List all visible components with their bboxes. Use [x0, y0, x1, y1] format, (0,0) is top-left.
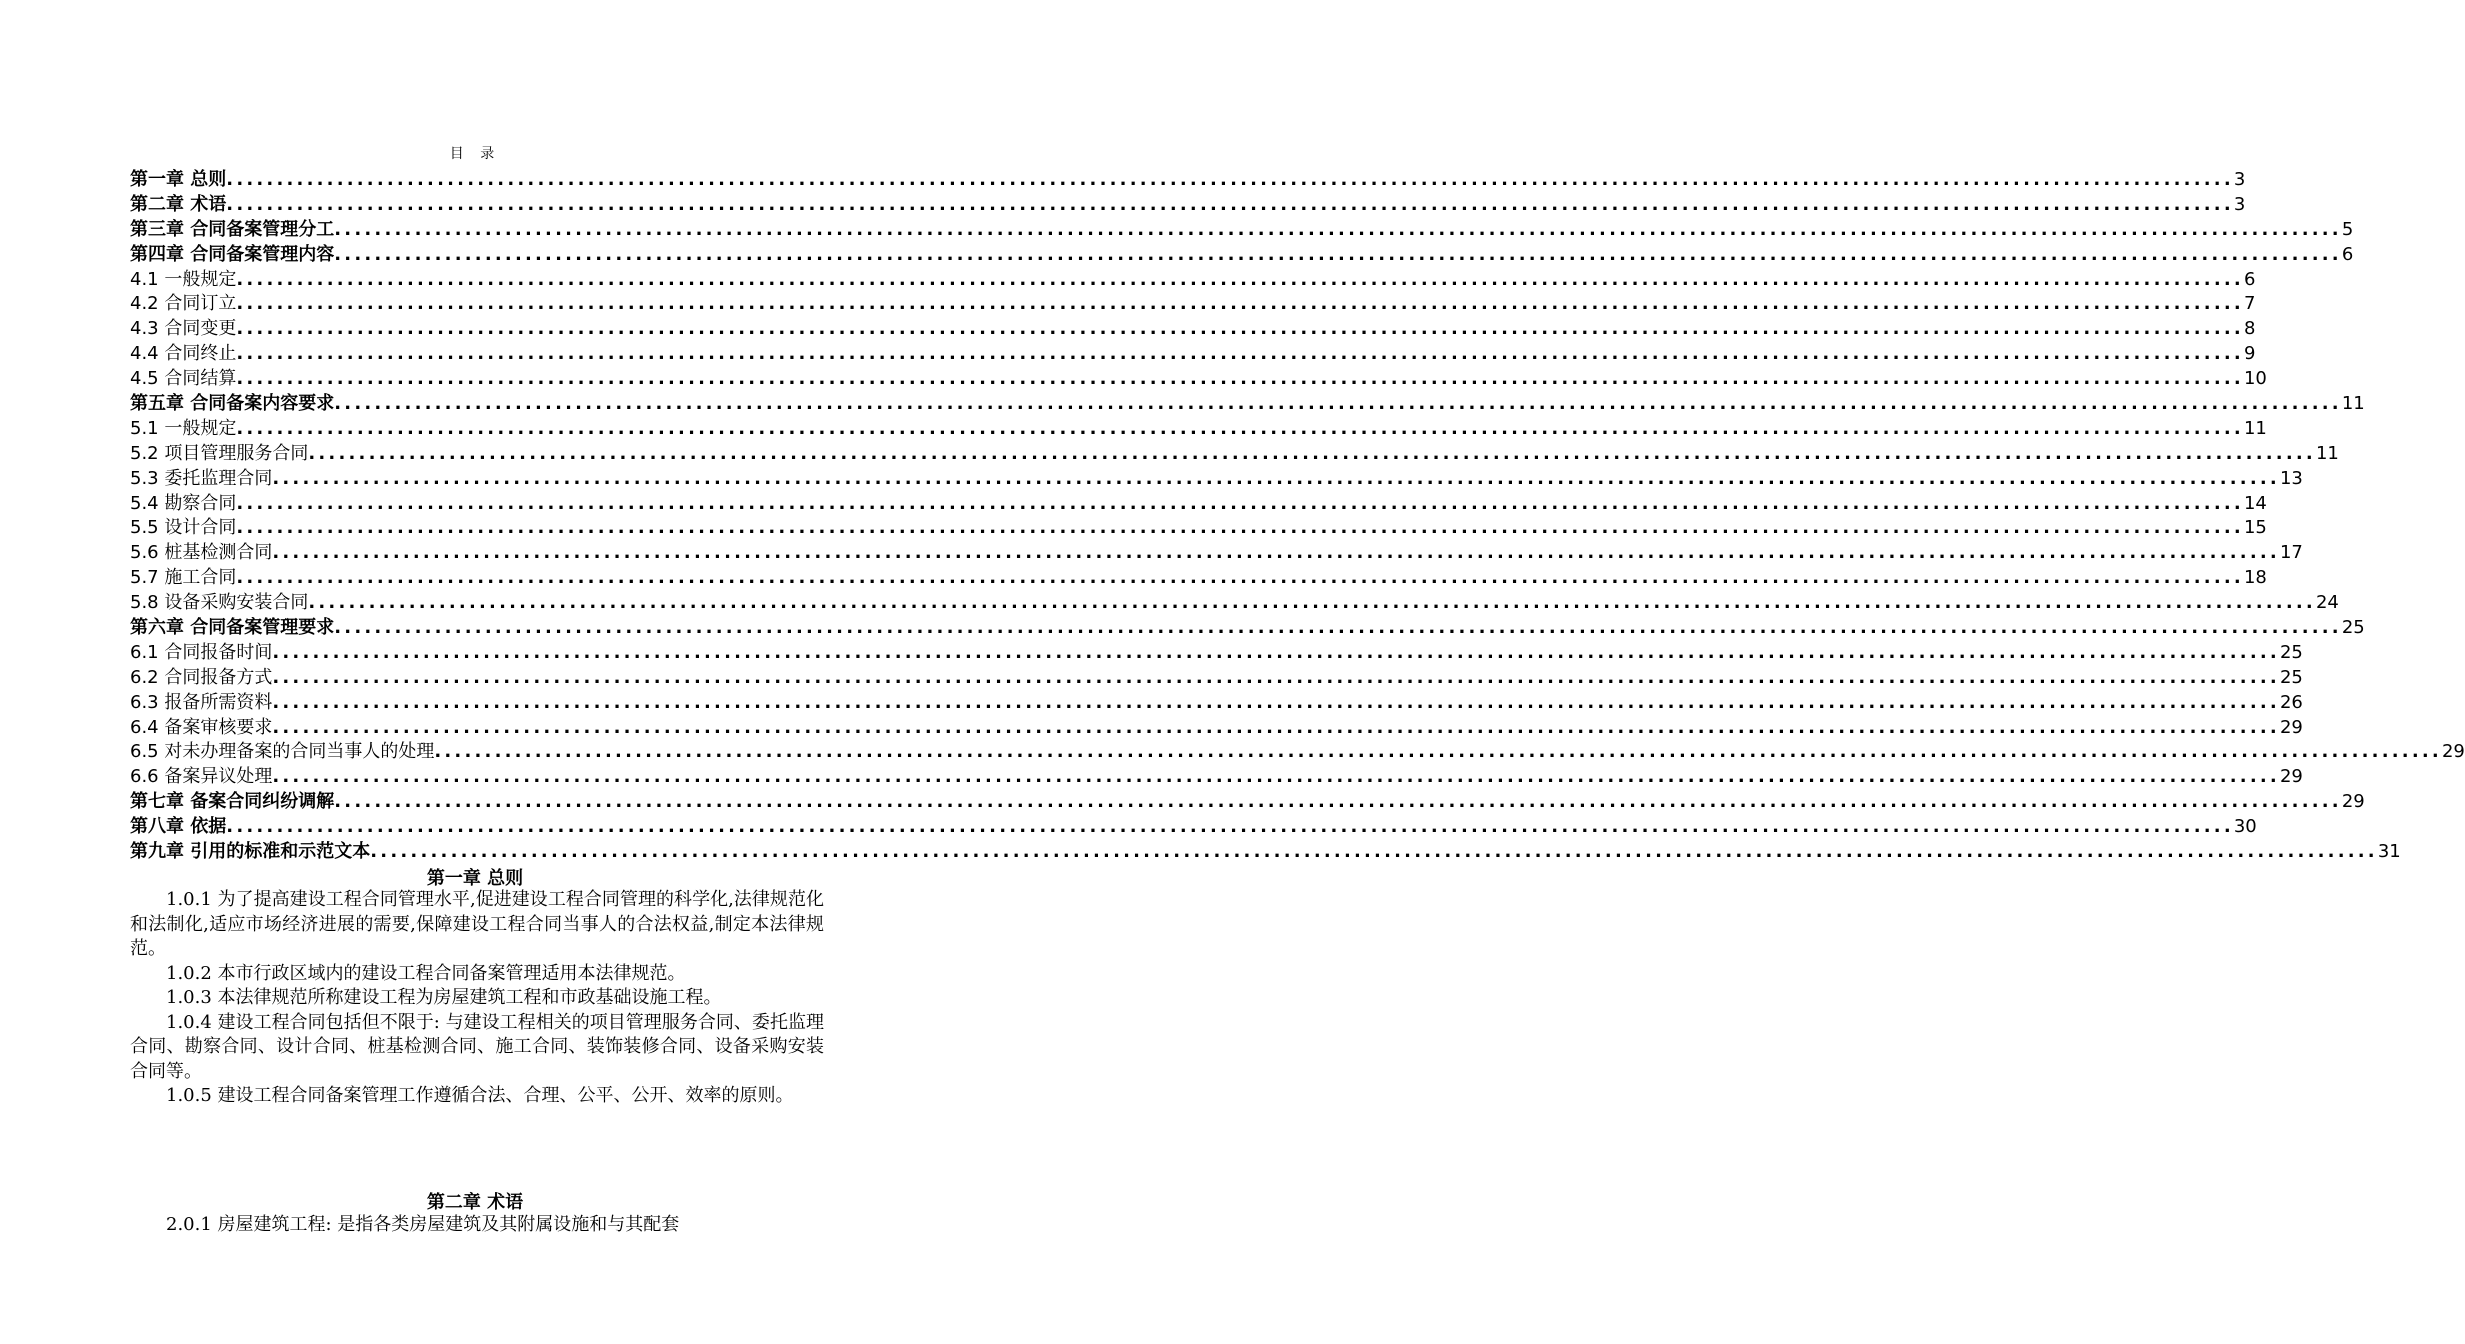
toc-entry-label: 第五章 合同备案内容要求 [130, 393, 335, 415]
toc-entry[interactable] [130, 442, 2339, 467]
toc-entry-label: 6.1 合同报备时间 [130, 641, 273, 663]
toc-entry-page: 10 [2243, 368, 2267, 390]
toc-entry[interactable] [130, 342, 2256, 367]
toc-entry-page: 11 [2243, 417, 2267, 439]
toc-entry[interactable] [130, 367, 2267, 392]
toc-leader-dots: ........................................................................................................................................................................................................ [236, 318, 2244, 340]
toc-entry-label: 6.3 报备所需资料 [130, 691, 273, 713]
paragraph: 1.0.4 建设工程合同包括但不限于: 与建设工程相关的项目管理服务合同、委托监理合同、勘察合同、设计合同、桩基检测合同、施工合同、装饰装修合同、设备采购安装合同等。 [130, 1011, 824, 1082]
toc-entry-label: 5.6 桩基检测合同 [130, 542, 273, 564]
toc-entry[interactable] [130, 591, 2339, 616]
toc-entry[interactable] [130, 641, 2303, 666]
toc-entry-page: 13 [2279, 467, 2303, 489]
toc-entry-page: 25 [2279, 641, 2303, 663]
toc-entry-label: 6.5 对未办理备案的合同当事人的处理 [130, 741, 435, 763]
toc-entry-page: 29 [2341, 791, 2365, 813]
paragraph: 1.0.1 为了提高建设工程合同管理水平,促进建设工程合同管理的科学化,法律规范化和法制化,适应市场经济进展的需要,保障建设工程合同当事人的合法权益,制定本法律规范。 [130, 889, 824, 959]
toc-entry-label: 第八章 依据 [130, 816, 227, 838]
toc-leader-dots: ........................................................................................................................................................................................................ [272, 691, 2280, 713]
toc-entry-page: 8 [2243, 318, 2256, 340]
toc-entry-label: 第九章 引用的标准和示范文本 [130, 841, 371, 863]
toc-leader-dots: ........................................................................................................................................................................................................ [334, 791, 2342, 813]
toc-entry[interactable] [130, 193, 2246, 218]
toc-entry[interactable] [130, 740, 2465, 765]
toc-entry-page: 11 [2315, 442, 2339, 464]
paragraph: 1.0.3 本法律规范所称建设工程为房屋建筑工程和市政基础设施工程。 [166, 987, 722, 1008]
toc-entry-page: 5 [2341, 218, 2354, 240]
toc-entry[interactable] [130, 243, 2354, 268]
toc-entry[interactable] [130, 815, 2257, 840]
toc-entry-page: 29 [2279, 766, 2303, 788]
toc-entry[interactable] [130, 566, 2267, 591]
toc-entry-page: 29 [2441, 741, 2465, 763]
toc-entry-page: 3 [2233, 169, 2246, 190]
toc-entry-page: 30 [2233, 816, 2257, 838]
toc-leader-dots: ........................................................................................................................................................................................................ [308, 442, 2316, 464]
toc-leader-dots: ........................................................................................................................................................................................................ [308, 592, 2316, 614]
toc-entry-page: 17 [2279, 542, 2303, 564]
toc-entry[interactable] [130, 840, 2401, 865]
toc-leader-dots: ........................................................................................................................................................................................................ [236, 517, 2244, 539]
toc-entry-page: 29 [2279, 716, 2303, 738]
toc-entry-page: 31 [2377, 841, 2401, 863]
toc-entry-label: 第二章 术语 [130, 193, 227, 215]
toc-entry[interactable] [130, 716, 2303, 741]
toc-entry-label: 5.5 设计合同 [130, 517, 237, 539]
paragraph: 2.0.1 房屋建筑工程: 是指各类房屋建筑及其附属设施和与其配套 [166, 1214, 680, 1235]
toc-entry-label: 6.2 合同报备方式 [130, 666, 273, 688]
chapter-2-body [130, 1213, 824, 1238]
toc-entry[interactable] [130, 317, 2256, 342]
toc-entry[interactable] [130, 691, 2303, 716]
toc-leader-dots: ........................................................................................................................................................................................................ [236, 368, 2244, 390]
toc-entry-label: 6.4 备案审核要求 [130, 716, 273, 738]
toc-leader-dots: ........................................................................................................................................................................................................ [272, 467, 2280, 489]
toc-leader-dots: ........................................................................................................................................................................................................ [236, 417, 2244, 439]
toc-entry-label: 第一章 总则 [130, 169, 227, 190]
table-of-contents [130, 168, 2465, 865]
toc-entry-page: 18 [2243, 567, 2267, 589]
toc-leader-dots: ........................................................................................................................................................................................................ [226, 169, 2234, 190]
toc-leader-dots: ........................................................................................................................................................................................................ [236, 268, 2244, 290]
toc-title: 目 录 [449, 146, 501, 162]
toc-entry-page: 6 [2341, 243, 2354, 265]
toc-entry[interactable] [130, 467, 2303, 492]
chapter-1-body [130, 888, 824, 1109]
toc-leader-dots: ........................................................................................................................................................................................................ [236, 567, 2244, 589]
toc-entry[interactable] [130, 392, 2365, 417]
toc-entry[interactable] [130, 790, 2365, 815]
toc-entry-label: 第七章 备案合同纠纷调解 [130, 791, 335, 813]
toc-entry-page: 15 [2243, 517, 2267, 539]
toc-leader-dots: ........................................................................................................................................................................................................ [236, 293, 2244, 315]
toc-entry-label: 第三章 合同备案管理分工 [130, 218, 335, 240]
toc-entry-label: 4.2 合同订立 [130, 293, 237, 315]
toc-entry-page: 6 [2243, 268, 2256, 290]
paragraph: 1.0.2 本市行政区域内的建设工程合同备案管理适用本法律规范。 [166, 962, 686, 984]
toc-entry-label: 6.6 备案异议处理 [130, 766, 273, 788]
toc-entry-page: 3 [2233, 193, 2246, 215]
toc-entry-page: 11 [2341, 393, 2365, 415]
toc-entry-page: 25 [2279, 666, 2303, 688]
toc-entry-label: 第四章 合同备案管理内容 [130, 243, 335, 265]
toc-entry-label: 4.3 合同变更 [130, 318, 237, 340]
toc-leader-dots: ........................................................................................................................................................................................................ [272, 542, 2280, 564]
toc-entry-label: 5.7 施工合同 [130, 567, 237, 589]
toc-leader-dots: ........................................................................................................................................................................................................ [236, 343, 2244, 365]
toc-entry-page: 14 [2243, 492, 2267, 514]
toc-entry[interactable] [130, 218, 2354, 243]
paragraph: 1.0.5 建设工程合同备案管理工作遵循合法、合理、公平、公开、效率的原则。 [166, 1085, 794, 1106]
toc-entry[interactable] [130, 292, 2256, 317]
toc-entry[interactable] [130, 541, 2303, 566]
chapter-1-heading: 第一章 总则 [426, 868, 524, 889]
toc-entry-label: 5.8 设备采购安装合同 [130, 592, 309, 614]
toc-entry-page: 24 [2315, 592, 2339, 614]
toc-leader-dots: ........................................................................................................................................................................................................ [226, 193, 2234, 215]
toc-entry-page: 7 [2243, 293, 2256, 315]
toc-leader-dots: ........................................................................................................................................................................................................ [272, 716, 2280, 738]
toc-leader-dots: ........................................................................................................................................................................................................ [334, 218, 2342, 240]
toc-entry-page: 9 [2243, 343, 2256, 365]
toc-leader-dots: ........................................................................................................................................................................................................ [226, 816, 2234, 838]
toc-leader-dots: ........................................................................................................................................................................................................ [334, 393, 2342, 415]
toc-leader-dots: ........................................................................................................................................................................................................ [370, 841, 2378, 863]
toc-leader-dots: ........................................................................................................................................................................................................ [334, 243, 2342, 265]
toc-leader-dots: ........................................................................................................................................................................................................ [272, 766, 2280, 788]
toc-leader-dots: ........................................................................................................................................................................................................ [272, 641, 2280, 663]
toc-entry[interactable] [130, 417, 2267, 442]
toc-leader-dots: ........................................................................................................................................................................................................ [272, 666, 2280, 688]
toc-entry-label: 4.1 一般规定 [130, 268, 237, 290]
toc-entry-page: 26 [2279, 691, 2303, 713]
toc-entry[interactable] [130, 616, 2365, 641]
toc-entry-label: 5.3 委托监理合同 [130, 467, 273, 489]
toc-entry[interactable] [130, 268, 2256, 293]
toc-entry-label: 5.4 勘察合同 [130, 492, 237, 514]
toc-entry[interactable] [130, 168, 2246, 193]
toc-entry[interactable] [130, 492, 2267, 517]
toc-entry-label: 5.2 项目管理服务合同 [130, 442, 309, 464]
toc-entry-label: 第六章 合同备案管理要求 [130, 617, 335, 639]
toc-leader-dots: ........................................................................................................................................................................................................ [334, 617, 2342, 639]
toc-entry[interactable] [130, 516, 2267, 541]
toc-entry-label: 5.1 一般规定 [130, 417, 237, 439]
toc-leader-dots: ........................................................................................................................................................................................................ [236, 492, 2244, 514]
toc-entry-label: 4.4 合同终止 [130, 343, 237, 365]
toc-entry[interactable] [130, 666, 2303, 691]
toc-entry-label: 4.5 合同结算 [130, 368, 237, 390]
toc-leader-dots: ........................................................................................................................................................................................................ [434, 741, 2442, 763]
toc-entry[interactable] [130, 765, 2303, 790]
toc-entry-page: 25 [2341, 617, 2365, 639]
chapter-2-heading: 第二章 术语 [426, 1192, 524, 1213]
